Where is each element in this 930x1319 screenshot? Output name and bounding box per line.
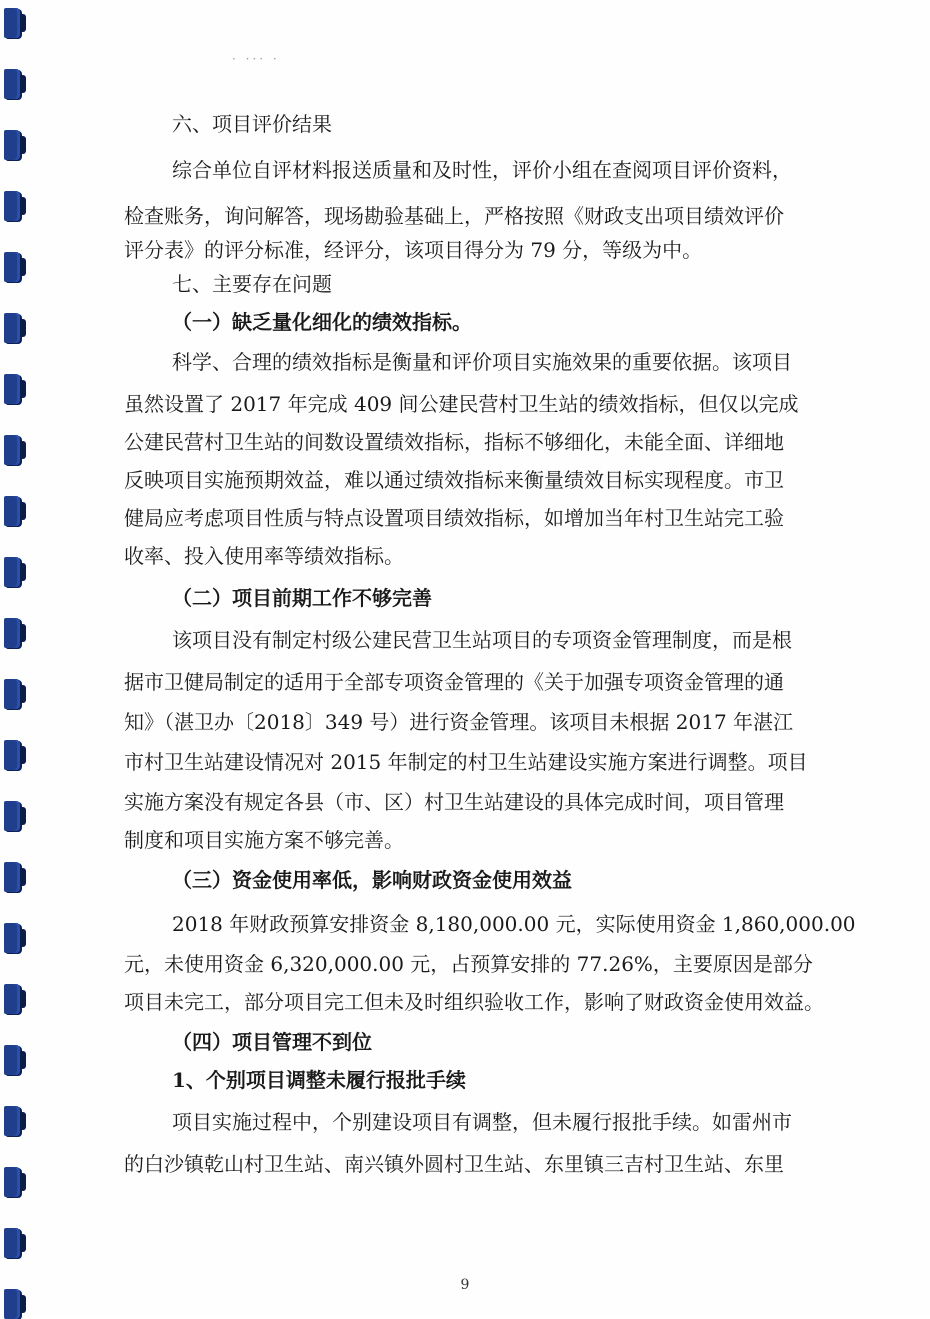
- subheading-1: （一）缺乏量化细化的绩效指标。: [172, 310, 472, 334]
- spiral-binding: [0, 0, 34, 1315]
- binding-ring: [4, 130, 20, 160]
- binding-ring: [4, 1106, 20, 1136]
- subheading-4-1: 1、个别项目调整未履行报批手续: [172, 1068, 466, 1092]
- binding-ring: [4, 1228, 20, 1258]
- subheading-2: （二）项目前期工作不够完善: [172, 586, 432, 610]
- text-line: 项目未完工，部分项目完工但未及时组织验收工作，影响了财政资金使用效益。: [124, 990, 824, 1014]
- text-line: 2018 年财政预算安排资金 8,180,000.00 元，实际使用资金 1,860,000.00: [172, 912, 856, 936]
- text-line: 反映项目实施预期效益，难以通过绩效指标来衡量绩效目标实现程度。市卫: [124, 468, 784, 492]
- binding-ring: [4, 435, 20, 465]
- text-line: 收率、投入使用率等绩效指标。: [124, 544, 404, 568]
- subheading-3: （三）资金使用率低，影响财政资金使用效益: [172, 868, 572, 892]
- binding-ring: [4, 252, 20, 282]
- text-line: 该项目没有制定村级公建民营卫生站项目的专项资金管理制度，而是根: [172, 628, 792, 652]
- heading-evaluation-result: 六、项目评价结果: [172, 112, 332, 136]
- text-line: 元，未使用资金 6,320,000.00 元，占预算安排的 77.26%，主要原因是部分: [124, 952, 813, 976]
- binding-ring: [4, 69, 20, 99]
- binding-ring: [4, 496, 20, 526]
- binding-ring: [4, 923, 20, 953]
- binding-ring: [4, 740, 20, 770]
- binding-ring: [4, 374, 20, 404]
- text-line: 制度和项目实施方案不够完善。: [124, 828, 404, 852]
- binding-ring: [4, 191, 20, 221]
- binding-ring: [4, 8, 20, 38]
- text-line: 据市卫健局制定的适用于全部专项资金管理的《关于加强专项资金管理的通: [124, 670, 784, 694]
- text-line: 健局应考虑项目性质与特点设置项目绩效指标，如增加当年村卫生站完工验: [124, 506, 784, 530]
- text-line: 实施方案没有规定各县（市、区）村卫生站建设的具体完成时间，项目管理: [124, 790, 784, 814]
- binding-ring: [4, 801, 20, 831]
- text-line: 的白沙镇乾山村卫生站、南兴镇外圆村卫生站、东里镇三吉村卫生站、东里: [124, 1152, 784, 1176]
- text-line: 公建民营村卫生站的间数设置绩效指标，指标不够细化，未能全面、详细地: [124, 430, 784, 454]
- binding-ring: [4, 313, 20, 343]
- binding-ring: [4, 679, 20, 709]
- text-line: 项目实施过程中，个别建设项目有调整，但未履行报批手续。如雷州市: [172, 1110, 792, 1134]
- heading-main-problems: 七、主要存在问题: [172, 272, 332, 296]
- text-line: 市村卫生站建设情况对 2015 年制定的村卫生站建设实施方案进行调整。项目: [124, 750, 808, 774]
- page-number: 9: [460, 1277, 470, 1293]
- text-line: 科学、合理的绩效指标是衡量和评价项目实施效果的重要依据。该项目: [172, 350, 792, 374]
- text-line: 评分表》的评分标准，经评分，该项目得分为 79 分，等级为中。: [124, 238, 703, 262]
- binding-ring: [4, 1167, 20, 1197]
- binding-ring: [4, 557, 20, 587]
- binding-ring: [4, 1045, 20, 1075]
- binding-ring: [4, 862, 20, 892]
- text-line: 检查账务，询问解答，现场勘验基础上，严格按照《财政支出项目绩效评价: [124, 204, 784, 228]
- binding-ring: [4, 984, 20, 1014]
- text-line: 综合单位自评材料报送质量和及时性，评价小组在查阅项目评价资料，: [172, 158, 792, 182]
- scan-speck: · ··· ·: [232, 52, 280, 66]
- text-line: 虽然设置了 2017 年完成 409 间公建民营村卫生站的绩效指标，但仅以完成: [124, 392, 799, 416]
- binding-ring: [4, 618, 20, 648]
- text-line: 知》（湛卫办〔2018〕349 号）进行资金管理。该项目未根据 2017 年湛江: [124, 710, 794, 734]
- subheading-4: （四）项目管理不到位: [172, 1030, 372, 1054]
